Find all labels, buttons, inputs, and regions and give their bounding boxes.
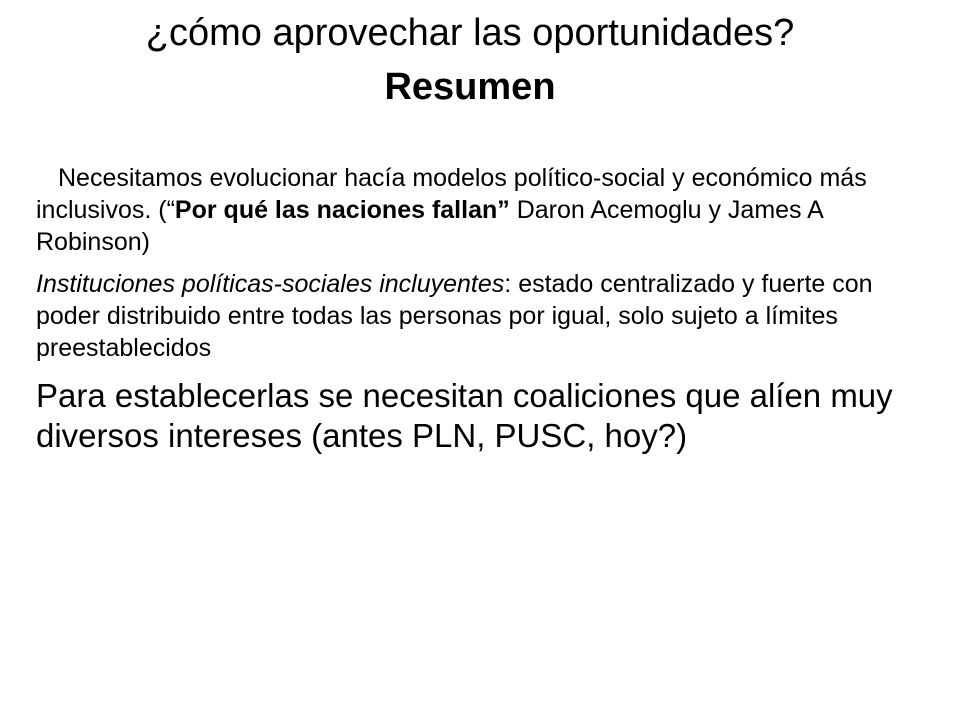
book-title: Por qué las naciones fallan”	[174, 196, 510, 224]
title-line-summary: Resumen	[384, 66, 556, 108]
paragraph-inclusive-models	[36, 162, 924, 258]
slide-body	[36, 162, 924, 456]
institutions-definition: : estado centralizado y fuerte con poder distribuido entre todas las personas por igual, solo sujeto a límites preestablecidos	[36, 270, 873, 362]
paragraph-1-text-end: Daron Acemoglu y James A Robinson)	[36, 196, 823, 256]
paragraph-1-text-start: Necesitamos evolucionar hacía modelos político-social y económico más inclusivos. (“	[36, 164, 867, 224]
slide-title	[0, 6, 940, 114]
institutions-term: Instituciones políticas-sociales incluyentes	[36, 270, 505, 298]
paragraph-institutions	[36, 268, 924, 364]
title-line-question: ¿cómo aprovechar las oportunidades?	[145, 12, 795, 54]
paragraph-coalitions: Para establecerlas se necesitan coaliciones que alíen muy diversos intereses (antes PLN, PUSC, hoy?)	[36, 377, 893, 454]
